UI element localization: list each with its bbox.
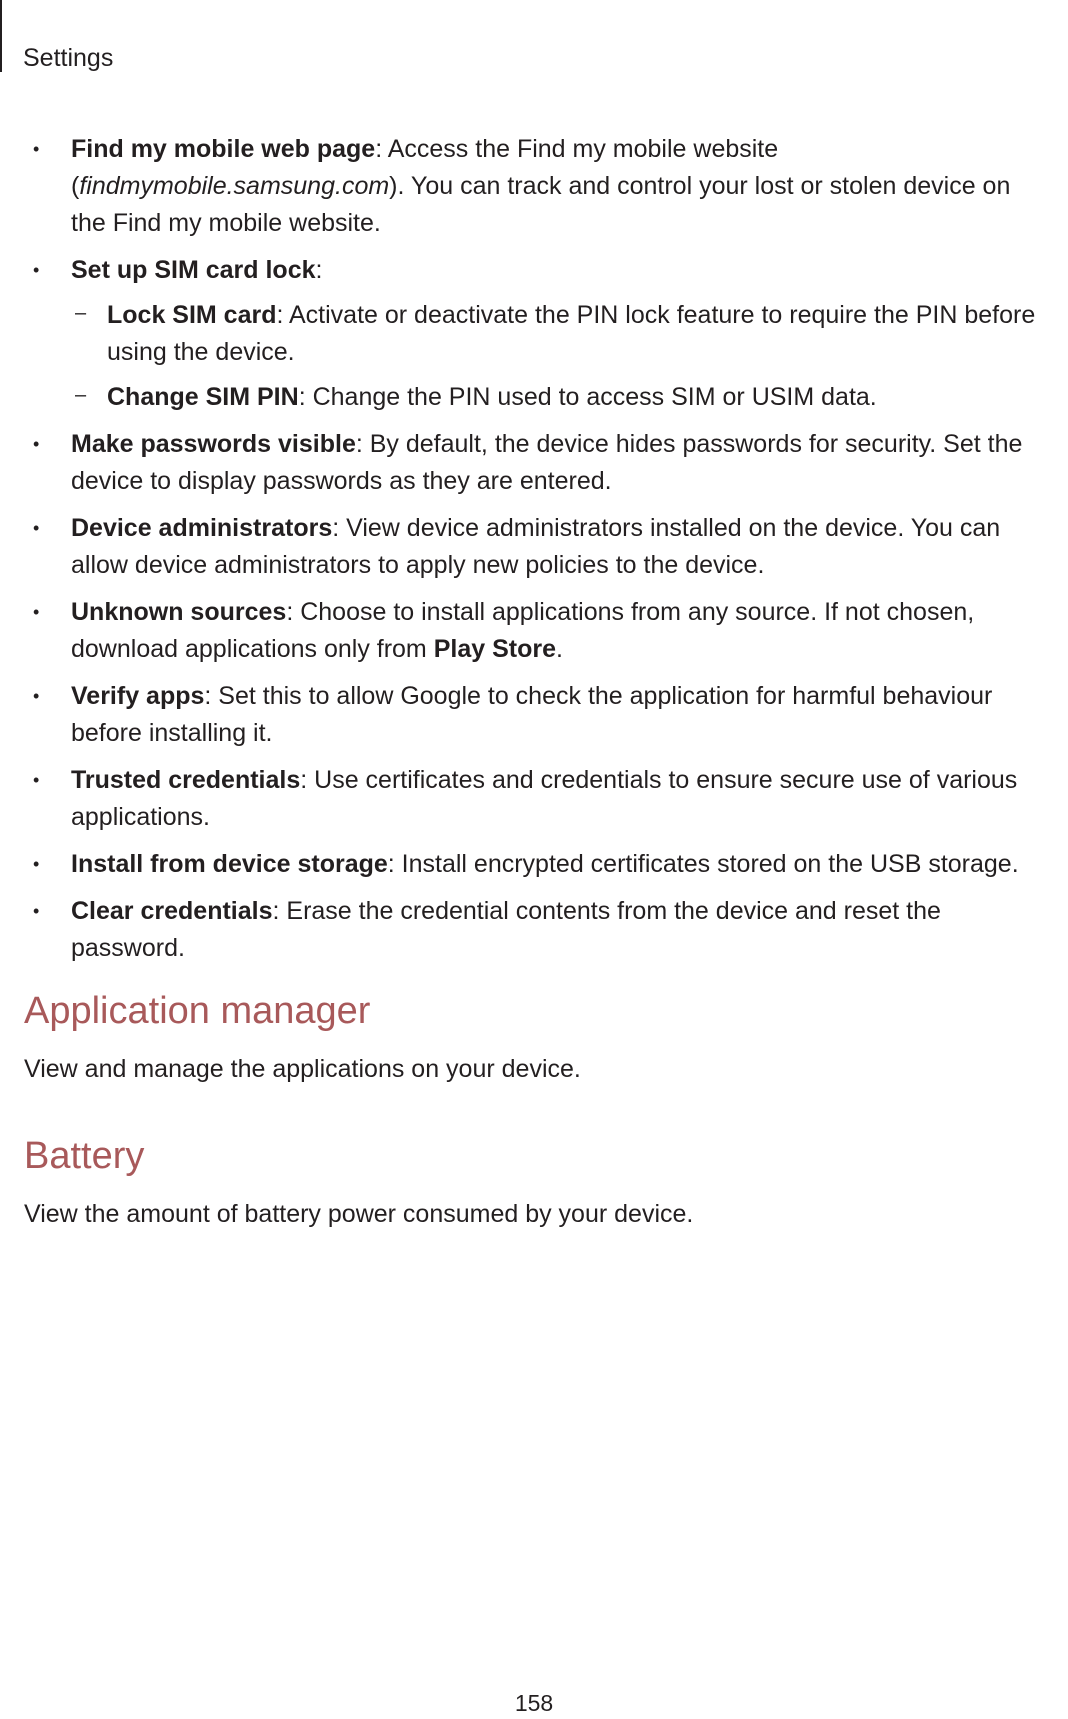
sentence-end: . [556, 635, 563, 663]
term: Lock SIM card [107, 301, 277, 329]
bullet-icon: • [33, 434, 40, 454]
section-body-application-manager: View and manage the applications on your device. [24, 1055, 581, 1083]
bullet-icon: • [33, 139, 40, 159]
bullet-icon: • [33, 602, 40, 622]
section-title-battery: Battery [24, 1135, 145, 1177]
security-settings-list-container [0, 131, 1068, 977]
description: : Access the Find my mobile website ( [71, 135, 779, 200]
sim-lock-sub-list [71, 297, 1048, 416]
bullet-icon: • [33, 770, 40, 790]
play-store-label: Play Store [433, 635, 556, 663]
security-settings-list [0, 131, 1068, 967]
list-item-verify-apps [0, 678, 1068, 752]
description: : Activate or deactivate the PIN lock feature to require the PIN before using the device. [107, 301, 1036, 366]
list-item-clear-credentials [0, 893, 1068, 967]
dash-icon: – [75, 384, 87, 406]
term: Install from device storage [71, 850, 388, 878]
description: : Install encrypted certificates stored on the USB storage. [387, 850, 1019, 878]
section-title-application-manager: Application manager [24, 990, 371, 1032]
term: Find my mobile web page [71, 135, 376, 163]
page-margin-rule [0, 0, 2, 72]
bullet-icon: • [33, 901, 40, 921]
description: : By default, the device hides passwords for security. Set the device to display passwords as they are entered. [71, 430, 1023, 495]
sub-item-change-sim-pin [71, 379, 1048, 416]
term: Make passwords visible [71, 430, 356, 458]
running-header: Settings [23, 44, 114, 72]
list-item-make-passwords-visible [0, 426, 1068, 500]
description: : Choose to install applications from any source. If not chosen, download applications only from [71, 598, 975, 663]
dash-icon: – [75, 302, 87, 324]
website-link[interactable]: findmymobile.samsung.com [79, 172, 390, 200]
page-number: 158 [514, 1690, 554, 1716]
description: : Change the PIN used to access SIM or USIM data. [298, 383, 877, 411]
list-item-sim-card-lock [0, 252, 1068, 416]
term: Clear credentials [71, 897, 273, 925]
description: : Erase the credential contents from the device and reset the password. [71, 897, 941, 962]
term: Trusted credentials [71, 766, 301, 794]
term: Unknown sources [71, 598, 287, 626]
description: : [315, 256, 323, 284]
list-item-find-my-mobile [0, 131, 1068, 242]
bullet-icon: • [33, 854, 40, 874]
description: : Set this to allow Google to check the application for harmful behaviour before installing it. [71, 682, 993, 747]
section-body-battery: View the amount of battery power consumed by your device. [24, 1200, 694, 1228]
bullet-icon: • [33, 686, 40, 706]
sub-item-lock-sim-card [71, 297, 1048, 371]
list-item-install-from-device-storage [0, 846, 1068, 883]
term: Device administrators [71, 514, 333, 542]
list-item-trusted-credentials [0, 762, 1068, 836]
description: : View device administrators installed on the device. You can allow device administrators to apply new policies to the device. [71, 514, 1001, 579]
term: Set up SIM card lock [71, 256, 316, 284]
description-continued: ). You can track and control your lost or stolen device on the Find my mobile website. [71, 172, 1011, 237]
description: : Use certificates and credentials to ensure secure use of various applications. [71, 766, 1018, 831]
bullet-icon: • [33, 260, 40, 280]
term: Verify apps [71, 682, 205, 710]
term: Change SIM PIN [107, 383, 299, 411]
bullet-icon: • [33, 518, 40, 538]
list-item-device-administrators [0, 510, 1068, 584]
list-item-unknown-sources [0, 594, 1068, 668]
